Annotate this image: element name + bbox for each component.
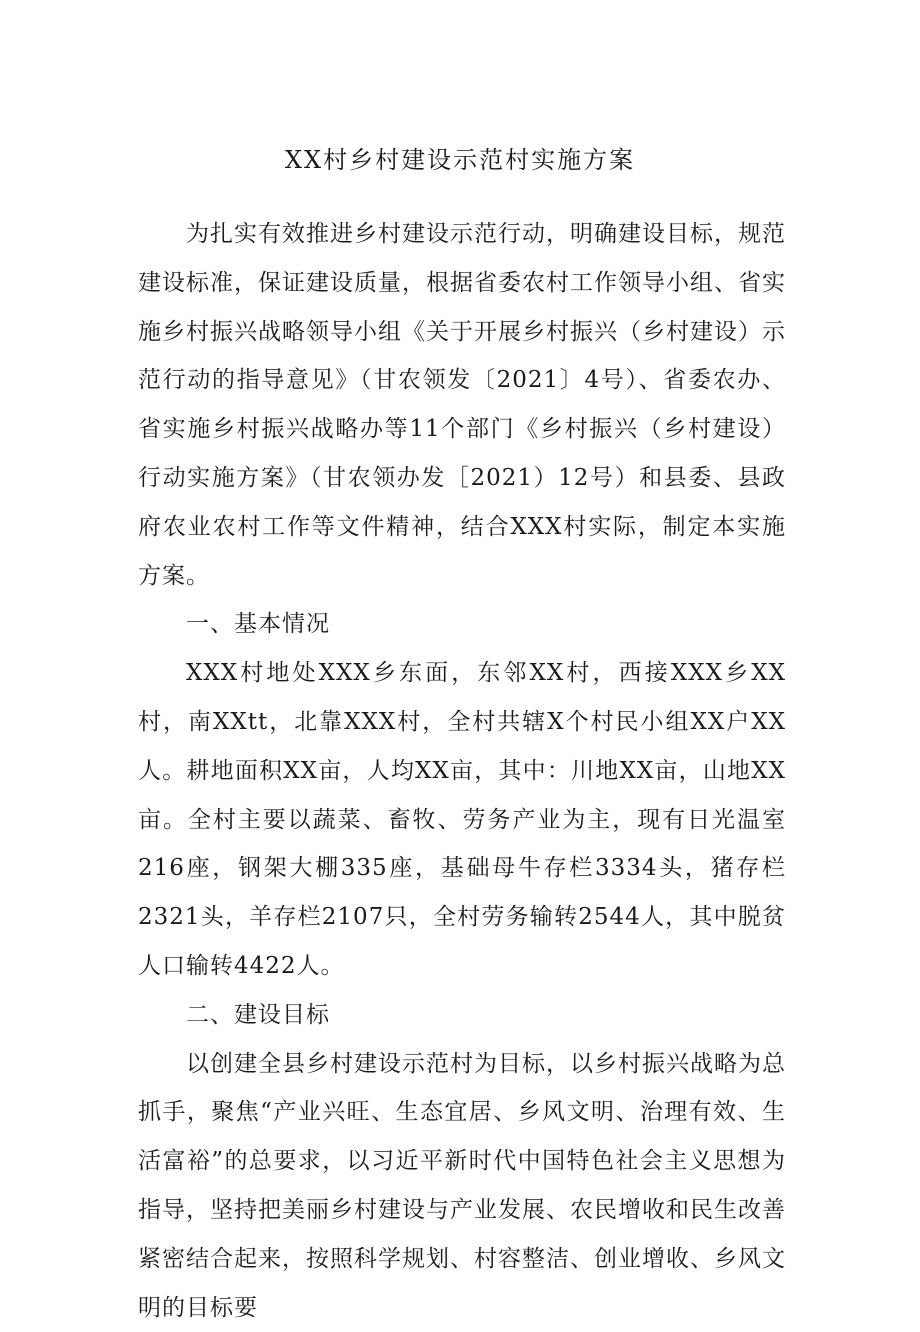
section-heading-construction-goals: 二、建设目标 [186,1001,330,1028]
document-body [138,210,786,1332]
paragraph-construction-goals: 以创建全县乡村建设示范村为目标，以乡村振兴战略为总抓手，聚焦“产业兴旺、生态宜居、乡风文明、治理有效、生活富裕”的总要求，以习近平新时代中国特色社会主义思想为指导，坚持把美丽乡村建设与产业发展、农民增收和民生改善紧密结合起来，按照科学规划、村容整洁、创业增收、乡风文明的目标要 [138,1050,786,1321]
document-title: XX村乡村建设示范村实施方案 [284,146,636,174]
paragraph-basic-situation: XXX村地处XXX乡东面，东邻XX村，西接XXX乡XX村，南XXtt，北靠XXX村，全村共辖X个村民小组XX户XX人。耕地面积XX亩，人均XX亩，其中：川地XX亩，山地XX亩。全村主要以蔬菜、畜牧、劳务产业为主，现有日光温室216座，钢架大棚335座，基础母牛存栏3334头，猪存栏2321头，羊存栏2107只，全村劳务输转2544人，其中脱贫人口输转4422人。 [138,660,786,979]
section-heading-basic-situation: 一、基本情况 [186,611,330,638]
paragraph-intro: 为扎实有效推进乡村建设示范行动，明确建设目标，规范建设标准，保证建设质量，根据省委农村工作领导小组、省实施乡村振兴战略领导小组《关于开展乡村振兴（乡村建设）示范行动的指导意见》（甘农领发〔2021〕4号）、省委农办、省实施乡村振兴战略办等11个部门《乡村振兴（乡村建设）行动实施方案》（甘农领办发［2021）12号）和县委、县政府农业农村工作等文件精神，结合XXX村实际，制定本实施方案。 [138,221,786,589]
